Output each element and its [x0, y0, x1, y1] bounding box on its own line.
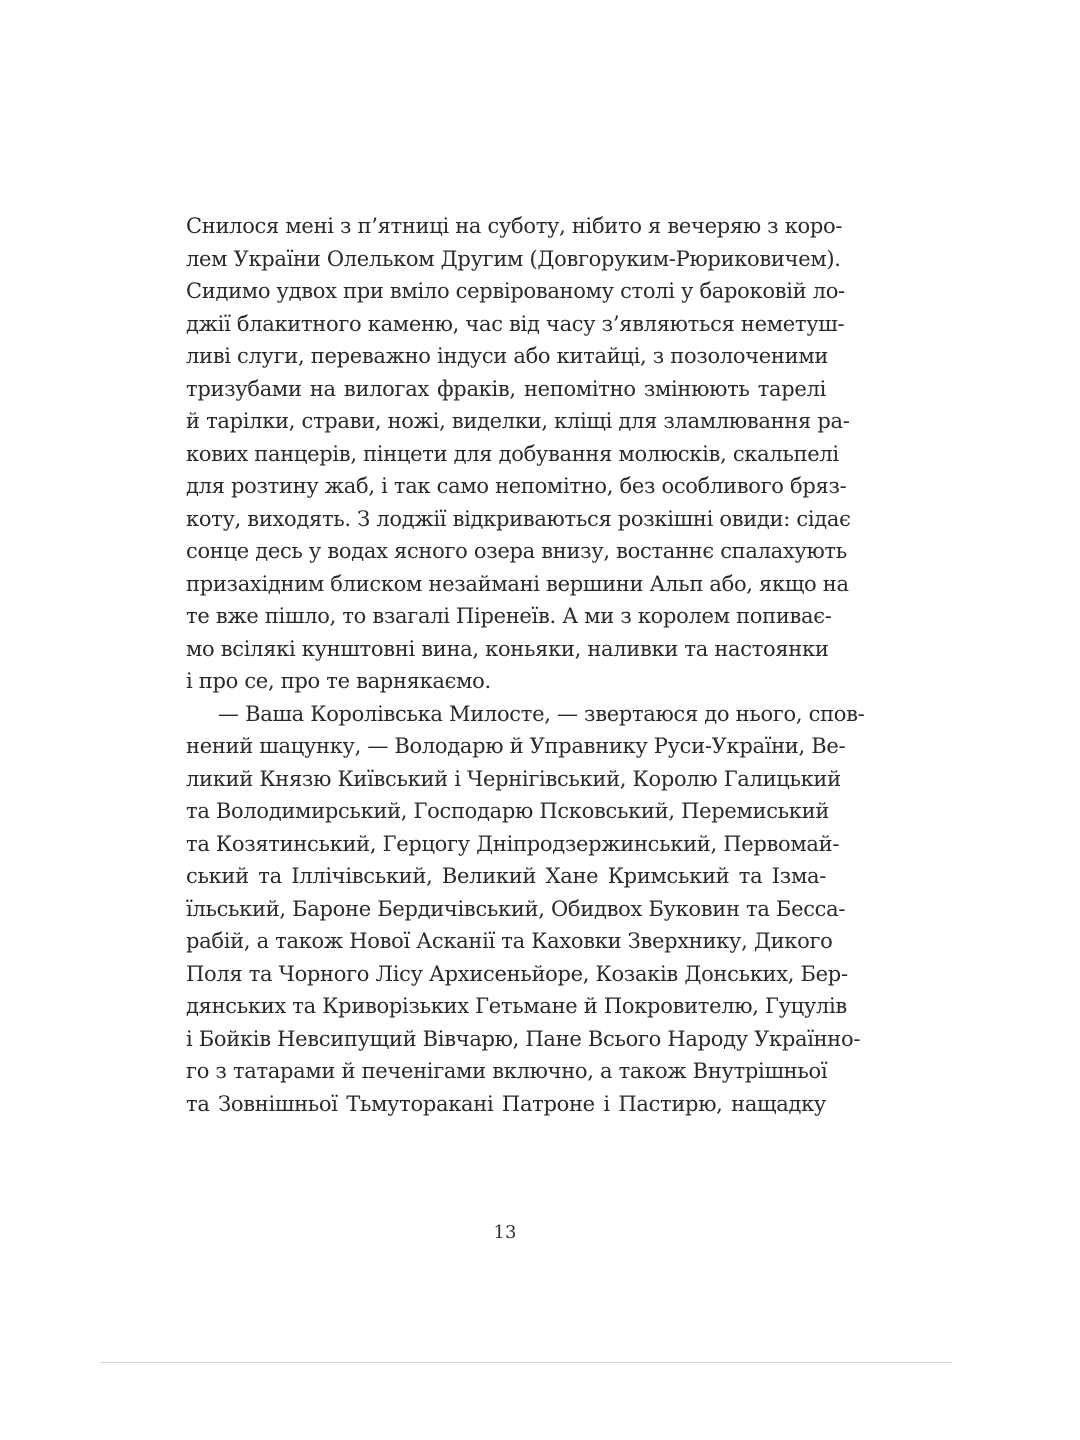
text-line: й тарілки, страви, ножі, виделки, кліщі для зламлювання ра- [186, 409, 850, 433]
text-line: Поля та Чорного Лісу Архисеньйоре, Козаків Донських, Бер- [186, 961, 848, 986]
text-line: дянських та Криворізьких Гетьмане й Покровителю, Гуцулів [186, 994, 847, 1018]
text-line: тризубами на вилогах фраків, непомітно змінюють тарелі [186, 376, 826, 401]
text-line: та Володимирський, Господарю Псковський, Перемиський [186, 799, 830, 823]
text-line: го з татарами й печенігами включно, а також Внутрішньої [186, 1059, 828, 1083]
text-line: коту, виходять. З лоджії відкриваються розкішні овиди: сідає [186, 506, 851, 531]
text-line: сонце десь у водах ясного озера внизу, востаннє спалахують [186, 539, 847, 563]
text-line: ливі слуги, переважно індуси або китайці, з позолоченими [186, 344, 829, 368]
text-line: для розтину жаб, і так само непомітно, без особливого бряз- [186, 474, 847, 498]
text-line: нений шацунку, — Володарю й Управнику Руси-України, Ве- [186, 734, 846, 758]
text-line: рабій, а також Нової Асканії та Каховки Зверхнику, Дикого [186, 929, 833, 953]
paragraph [186, 210, 851, 698]
text-line: призахідним блиском незаймані вершини Альп або, якщо на [186, 571, 849, 596]
text-line: лем України Олельком Другим (Довгоруким-Рюриковичем). [186, 246, 841, 271]
paragraph [186, 698, 865, 1121]
text-line: — Ваша Королівська Милосте, — звертаюся до нього, спов- [218, 701, 865, 726]
text-line: ликий Князю Київський і Чернігівський, Королю Галицький [186, 766, 841, 791]
text-line: ський та Іллічівський, Великий Хане Кримський та Ізма- [186, 864, 826, 888]
text-line: та Зовнішньої Тьмуторакані Патроне і Пастирю, нащадку [186, 1091, 826, 1116]
bottom-divider [100, 1362, 952, 1363]
body-text [186, 210, 865, 1120]
text-line: та Козятинський, Герцогу Дніпродзержинський, Первомай- [186, 831, 840, 856]
text-line: їльський, Бароне Бердичівський, Обидвох Буковин та Бесса- [186, 896, 846, 921]
text-line: мо всілякі кунштовні вина, коньяки, наливки та настоянки [186, 636, 829, 661]
text-line: джії блакитного каменю, час від часу з’являються неметуш- [186, 311, 845, 336]
text-line: і Бойків Невсипущий Вівчарю, Пане Всього Народу Українно- [186, 1026, 861, 1051]
text-line: кових панцерів, пінцети для добування молюсків, скальпелі [186, 441, 839, 466]
text-line: те вже пішло, то взагалі Піренеїв. А ми з королем попиває- [186, 604, 832, 628]
page-number: 13 [493, 1222, 517, 1243]
text-line: Сидимо удвох при вміло сервірованому столі у бароковій ло- [186, 279, 845, 303]
text-line: Снилося мені з п’ятниці на суботу, нібито я вечеряю з коро- [186, 214, 843, 238]
text-line: і про се, про те варнякаємо. [186, 669, 491, 693]
